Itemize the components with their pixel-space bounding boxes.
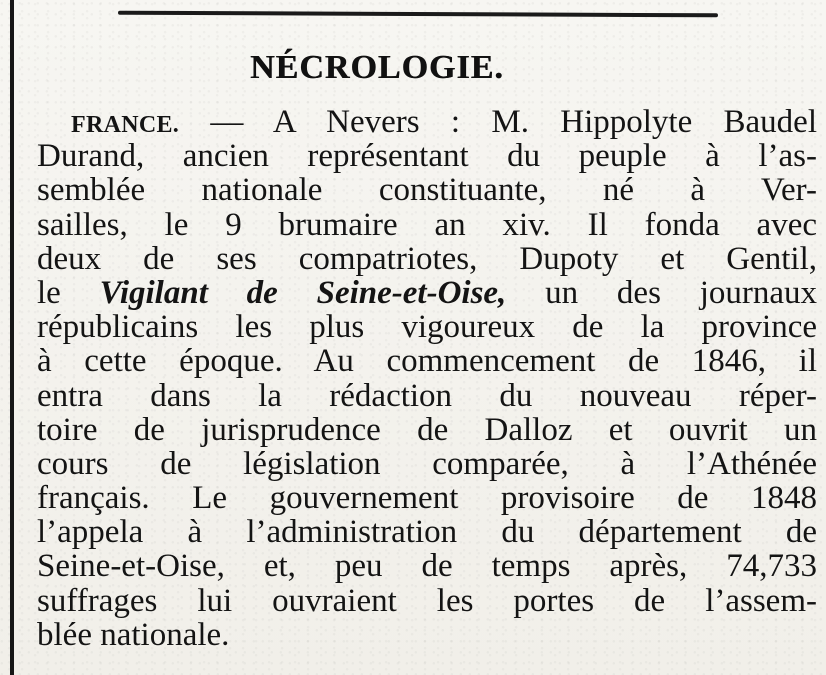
article-line-13: l’appela à l’administration du département de — [37, 515, 817, 550]
article-line-12: français. Le gouvernement provisoire de 1848 — [37, 481, 817, 516]
article-line-1 — [37, 105, 817, 139]
article-line-10: toire de jurisprudence de Dalloz et ouvrit un — [37, 412, 817, 447]
newspaper-title: Vigilant de Seine-et-Oise, — [99, 275, 507, 311]
article-line-2: Durand, ancien représentant du peuple à l’as- — [37, 139, 817, 174]
article-line-15: suffrages lui ouvraient les portes de l’assem- — [37, 583, 817, 618]
article-line-3: semblée nationale constituante, né à Ver- — [37, 173, 817, 208]
article-line-6-end: un des journaux — [545, 275, 817, 311]
article-line-6 — [37, 276, 817, 310]
article-line-16: blée nationale. — [37, 617, 230, 652]
section-divider-top — [118, 11, 718, 18]
lead-dash: — — [210, 105, 244, 140]
section-title: NÉCROLOGIE. — [250, 49, 504, 86]
article-line-4: sailles, le 9 brumaire an xiv. Il fonda avec — [37, 207, 817, 242]
article-line-8: à cette époque. Au commencement de 1846, il — [37, 344, 817, 379]
article-line-5: deux de ses compatriotes, Dupoty et Gentil, — [37, 241, 817, 276]
article-line-14: Seine-et-Oise, et, peu de temps après, 74,733 — [37, 549, 817, 584]
article-line-11: cours de législation comparée, à l’Athénée — [37, 446, 817, 482]
lead-label: FRANCE. — [71, 112, 180, 138]
column-border-left — [10, 0, 14, 675]
obituary-article — [37, 105, 817, 675]
article-line-9: entra dans la rédaction du nouveau réper- — [37, 378, 817, 413]
article-line-7: républicains les plus vigoureux de la province — [37, 310, 817, 345]
article-line-1-text: A Nevers : M. Hippolyte Baudel — [272, 105, 817, 140]
article-line-6-start: le — [37, 275, 61, 311]
